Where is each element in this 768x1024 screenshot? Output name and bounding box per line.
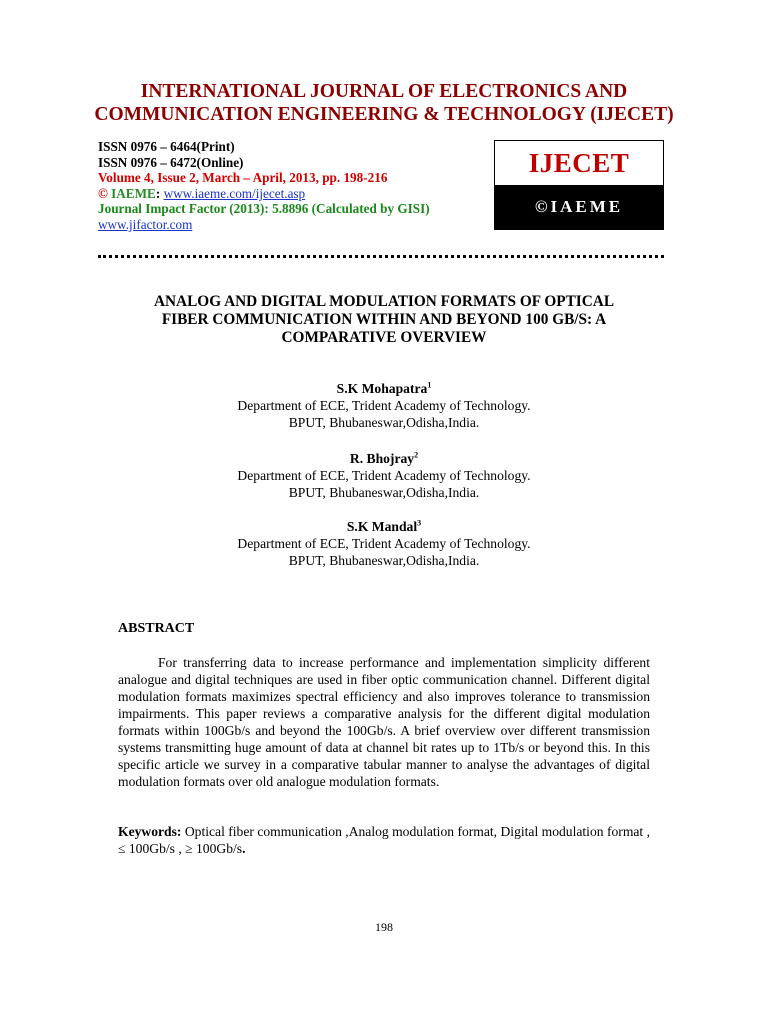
logo-publisher: ©IAEME bbox=[495, 185, 663, 229]
author-name-text: S.K Mohapatra bbox=[336, 381, 428, 396]
author-name bbox=[120, 518, 648, 535]
publisher-separator: : bbox=[155, 185, 161, 201]
page-number: 198 bbox=[375, 920, 393, 934]
journal-url-link[interactable]: www.iaeme.com/ijecet.asp bbox=[163, 185, 306, 201]
author-department: Department of ECE, Trident Academy of Technology. bbox=[237, 468, 531, 483]
author-name-text: R. Bhojray bbox=[349, 451, 415, 466]
author-3 bbox=[120, 518, 648, 569]
impact-factor: Journal Impact Factor (2013): 5.8896 (Calculated by GISI) bbox=[98, 201, 430, 217]
author-name-text: S.K Mandal bbox=[346, 519, 418, 534]
author-1 bbox=[120, 380, 648, 431]
factor-url-line bbox=[98, 217, 498, 233]
paper-title-line-1: ANALOG AND DIGITAL MODULATION FORMATS OF OPTICAL bbox=[153, 293, 615, 310]
publisher-name: IAEME bbox=[111, 185, 156, 201]
keywords-label: Keywords: bbox=[118, 824, 182, 839]
paper-title-line-3: COMPARATIVE OVERVIEW bbox=[281, 329, 487, 346]
issn-print: ISSN 0976 – 6464(Print) bbox=[98, 139, 235, 154]
keywords-section bbox=[118, 823, 650, 857]
journal-title-line-2: COMMUNICATION ENGINEERING & TECHNOLOGY (IJECET) bbox=[94, 104, 674, 125]
author-location: BPUT, Bhubaneswar,Odisha,India. bbox=[288, 553, 480, 568]
abstract-heading: ABSTRACT bbox=[118, 621, 195, 636]
publication-info bbox=[98, 139, 498, 233]
journal-title-line-1: INTERNATIONAL JOURNAL OF ELECTRONICS AND bbox=[140, 81, 628, 102]
paper-title bbox=[110, 293, 658, 347]
author-name bbox=[120, 450, 648, 467]
publisher-line bbox=[98, 186, 498, 202]
author-location: BPUT, Bhubaneswar,Odisha,India. bbox=[288, 415, 480, 430]
author-department: Department of ECE, Trident Academy of Technology. bbox=[237, 398, 531, 413]
author-2 bbox=[120, 450, 648, 501]
logo-title: IJECET bbox=[528, 148, 630, 178]
header-divider bbox=[98, 255, 664, 258]
author-affiliation-mark: 2 bbox=[414, 450, 419, 460]
paper-title-line-2: FIBER COMMUNICATION WITHIN AND BEYOND 100 GB/S: A bbox=[161, 311, 607, 328]
issn-online: ISSN 0976 – 6472(Online) bbox=[98, 154, 244, 170]
abstract-body: For transferring data to increase performance and implementation simplicity different analogue and digital techniques are used in fiber optic communication channel. Different digital modulation formats maximizes spectral efficiency and also improves tolerance to transmission impairments. This paper reviews a comparative analysis for the different digital modulation formats within 100Gb/s and beyond the 100Gb/s. A brief overview over different transmission systems transmitting huge amount of data at channel bit rates up to 1Tb/s or beyond this. In this specific article we survey in a comparative tabular manner to analyse the advantages of digital modulation formats over old analogue modulation formats. bbox=[118, 655, 650, 789]
volume-info: Volume 4, Issue 2, March – April, 2013, pp. 198-216 bbox=[98, 170, 388, 186]
keywords-text: Optical fiber communication ,Analog modulation format, Digital modulation format , ≤ 100Gb/s , ≥ 100Gb/s bbox=[118, 824, 650, 856]
author-affiliation-mark: 3 bbox=[417, 518, 422, 528]
author-location: BPUT, Bhubaneswar,Odisha,India. bbox=[288, 485, 480, 500]
author-department: Department of ECE, Trident Academy of Technology. bbox=[237, 536, 531, 551]
copyright-symbol: © bbox=[98, 185, 108, 201]
factor-url-link[interactable]: www.jifactor.com bbox=[98, 216, 193, 232]
author-affiliation-mark: 1 bbox=[427, 380, 432, 390]
journal-title bbox=[40, 80, 728, 126]
journal-logo bbox=[494, 140, 664, 230]
author-name bbox=[120, 380, 648, 397]
keywords-end: . bbox=[242, 841, 246, 856]
